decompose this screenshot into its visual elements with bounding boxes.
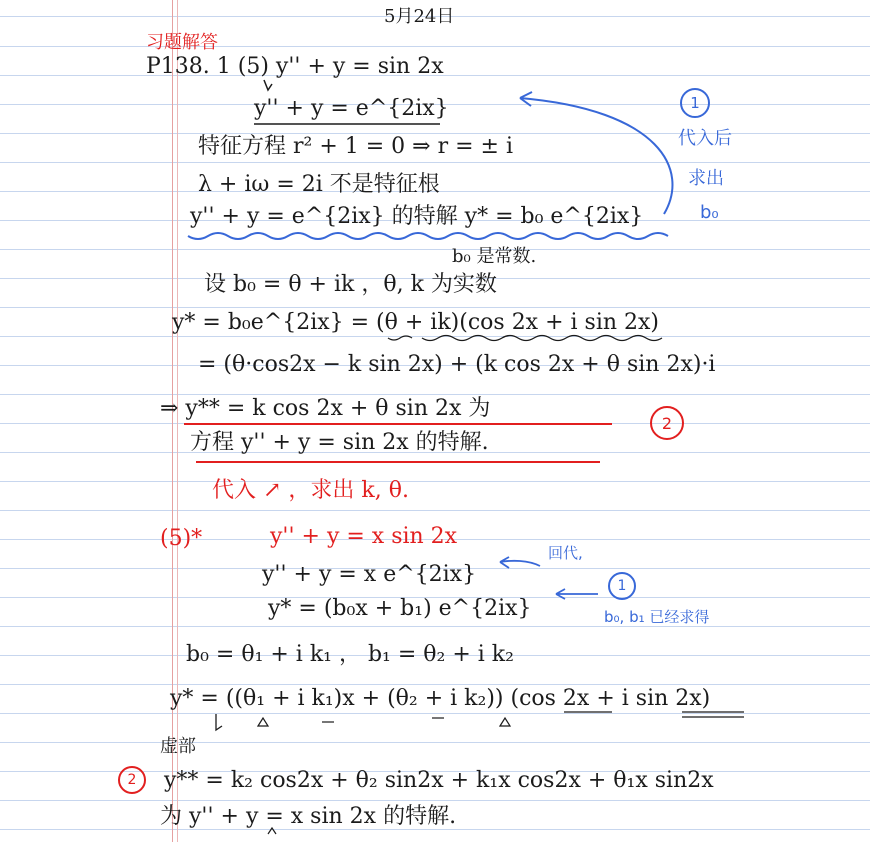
y-star-down-mark — [216, 714, 222, 730]
expansion-line-2: = (θ·cos2x − k sin 2x) + (k cos 2x + θ sin 2x)·i — [198, 352, 716, 377]
page-date: 5月24日 — [384, 6, 455, 27]
set-b0-b1-line: b₀ = θ₁ + i k₁ ， b₁ = θ₂ + i k₂ — [186, 642, 514, 667]
blue-arrow-back — [500, 557, 540, 568]
expansion-line-1: y* = b₀e^{2ix} = (θ + ik)(cos 2x + i sin 2x) — [172, 310, 660, 335]
imaginary-part-label: 虚部 — [160, 736, 196, 757]
set-b0-line: 设 b₀ = θ + ik ，θ, k 为实数 — [204, 272, 497, 297]
complex-equation: y'' + y = e^{2ix} — [254, 96, 449, 121]
part-2-particular-form: y* = (b₀x + b₁) e^{2ix} — [268, 596, 532, 621]
part-2-expansion: y* = ((θ₁ + i k₁)x + (θ₂ + i k₂)) (cos 2x + i sin 2x) — [170, 686, 711, 711]
blue-curve-arrow — [520, 98, 672, 214]
problem-statement: P138. 1 (5) y'' + y = sin 2x — [146, 54, 444, 79]
b0-constant-note: b₀ 是常数. — [452, 246, 537, 267]
part-2-result: y** = k₂ cos2x + θ₂ sin2x + k₁x cos2x + θ₁x sin2x — [164, 768, 714, 793]
triangle-mark-1 — [258, 718, 268, 726]
imaginary-part-line: ⇒ y** = k cos 2x + θ sin 2x 为 — [160, 396, 491, 421]
substitute-note: 代入 ↗ ，求出 k, θ. — [212, 478, 409, 503]
not-root-statement: λ + iω = 2i 不是特征根 — [198, 172, 440, 197]
note-b-solved: b₀, b₁ 已经求得 — [604, 608, 710, 626]
ik-wavy-underline — [388, 336, 412, 340]
note-back-substitute: 回代, — [548, 544, 583, 562]
note-1-text-3: b₀ — [700, 202, 719, 223]
x-hat-mark — [268, 828, 276, 834]
small-down-arrow — [264, 80, 272, 90]
black-wavy-underline — [422, 336, 662, 341]
part-2-note-2-badge: 2 — [118, 766, 146, 794]
note-1-text-1: 代入后 — [678, 128, 732, 149]
blue-wavy-underline — [188, 233, 668, 239]
triangle-mark-2 — [500, 718, 510, 726]
part-2-note-1-badge: 1 — [608, 572, 636, 600]
note-2-badge: 2 — [650, 406, 684, 440]
section-title: 习题解答 — [146, 32, 218, 53]
part-2-conclusion: 为 y'' + y = x sin 2x 的特解. — [160, 804, 457, 829]
note-1-badge: 1 — [680, 88, 710, 118]
characteristic-equation: 特征方程 r² + 1 = 0 ⇒ r = ± i — [198, 134, 513, 159]
note-1-text-2: 求出 — [688, 168, 724, 189]
part-2-complex-equation: y'' + y = x e^{2ix} — [262, 562, 477, 587]
imaginary-part-line-2: 方程 y'' + y = sin 2x 的特解. — [190, 430, 489, 455]
blue-arrow-b — [556, 589, 598, 599]
part-2-label: (5)* — [160, 526, 203, 551]
particular-solution-form: y'' + y = e^{2ix} 的特解 y* = b₀ e^{2ix} — [190, 204, 644, 229]
part-2-equation: y'' + y = x sin 2x — [270, 524, 458, 549]
